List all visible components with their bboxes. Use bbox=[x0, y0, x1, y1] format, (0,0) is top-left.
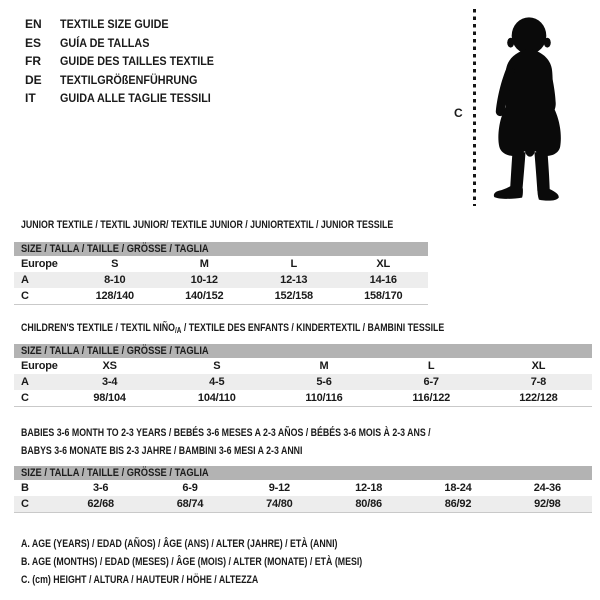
table-cell: 3-4 bbox=[101, 376, 118, 388]
lang-code: ES bbox=[25, 35, 42, 50]
lang-row-de bbox=[25, 71, 231, 90]
toddler-silhouette-icon bbox=[482, 9, 574, 207]
table-cell: B bbox=[21, 482, 29, 494]
table-cell: 5-6 bbox=[316, 376, 332, 388]
lang-text: GUÍA DE TALLAS bbox=[60, 35, 150, 50]
table-cell: A bbox=[21, 376, 29, 388]
table-cell: C bbox=[21, 290, 29, 302]
table-cell: 74/80 bbox=[266, 498, 293, 510]
table-cell: 62/68 bbox=[87, 498, 114, 510]
table-cell: M bbox=[319, 360, 329, 372]
height-dotted-line bbox=[473, 9, 476, 206]
table-cell: L bbox=[427, 360, 435, 372]
table-cell: C bbox=[21, 498, 29, 510]
table-cell: 152/158 bbox=[274, 290, 313, 302]
table-cell: Europe bbox=[21, 258, 58, 270]
lang-row-fr bbox=[25, 52, 231, 71]
table-cell: L bbox=[290, 258, 298, 270]
table-cell: 3-6 bbox=[93, 482, 109, 494]
table-cell: 8-10 bbox=[104, 274, 126, 286]
table-cell: 12-18 bbox=[355, 482, 383, 494]
table-cell: XS bbox=[102, 360, 117, 372]
lang-text: GUIDA ALLE TAGLIE TESSILI bbox=[60, 91, 211, 106]
table-cell: XL bbox=[531, 360, 546, 372]
table-cell: C bbox=[21, 392, 29, 404]
children-table bbox=[14, 344, 592, 407]
lang-text: GUIDE DES TAILLES TEXTILE bbox=[60, 54, 215, 69]
table-cell: 4-5 bbox=[209, 376, 225, 388]
table-cell: 6-7 bbox=[423, 376, 439, 388]
size-band: SIZE / TALLA / TAILLE / GRÖSSE / TAGLIA bbox=[14, 344, 592, 358]
table-cell: 158/170 bbox=[364, 290, 403, 302]
table-cell: 18-24 bbox=[444, 482, 472, 494]
table-cell: 122/128 bbox=[519, 392, 558, 404]
table-cell: 6-9 bbox=[182, 482, 198, 494]
table-cell: M bbox=[199, 258, 209, 270]
size-band: SIZE / TALLA / TAILLE / GRÖSSE / TAGLIA bbox=[14, 242, 428, 256]
lang-row-en bbox=[25, 15, 231, 34]
lang-row-it bbox=[25, 89, 231, 108]
table-cell: 128/140 bbox=[95, 290, 134, 302]
table-row bbox=[14, 358, 592, 374]
table-cell: 9-12 bbox=[268, 482, 290, 494]
footnote-a: A. AGE (YEARS) / EDAD (AÑOS) / ÂGE (ANS) / ALTER (JAHRE) / ETÀ (ANNI) bbox=[21, 538, 338, 550]
table-cell: 86/92 bbox=[444, 498, 472, 510]
table-row bbox=[14, 272, 428, 288]
table-cell: XL bbox=[376, 258, 391, 270]
table-cell: S bbox=[111, 258, 119, 270]
lang-text: TEXTILGRÖßENFÜHRUNG bbox=[60, 72, 198, 87]
footnote-c: C. (cm) HEIGHT / ALTURA / HAUTEUR / HÖHE / ALTEZZA bbox=[21, 574, 259, 586]
children-table-title: CHILDREN'S TEXTILE / TEXTIL NIÑO/A / TEXTILE DES ENFANTS / KINDERTEXTIL / BAMBINI TESSILE bbox=[21, 322, 445, 335]
babies-table bbox=[14, 466, 592, 513]
table-cell: 14-16 bbox=[369, 274, 397, 286]
table-cell: 98/104 bbox=[93, 392, 126, 404]
language-title-block bbox=[25, 15, 231, 108]
footnotes bbox=[21, 535, 448, 589]
table-cell: 68/74 bbox=[176, 498, 204, 510]
table-row bbox=[14, 288, 428, 304]
table-cell: 140/152 bbox=[185, 290, 224, 302]
table-cell: 116/122 bbox=[412, 392, 451, 404]
table-cell: 12-13 bbox=[280, 274, 308, 286]
table-row bbox=[14, 374, 592, 390]
lang-row-es bbox=[25, 34, 231, 53]
lang-text: TEXTILE SIZE GUIDE bbox=[60, 17, 169, 32]
table-cell: Europe bbox=[21, 360, 58, 372]
table-cell: 110/116 bbox=[305, 392, 343, 404]
table-cell: S bbox=[213, 360, 221, 372]
lang-code: IT bbox=[25, 91, 36, 106]
junior-table-title: JUNIOR TEXTILE / TEXTIL JUNIOR/ TEXTILE JUNIOR / JUNIORTEXTIL / JUNIOR TESSILE bbox=[21, 219, 394, 231]
table-cell: A bbox=[21, 274, 29, 286]
lang-code: FR bbox=[25, 54, 41, 69]
table-row bbox=[14, 390, 592, 406]
lang-code: EN bbox=[25, 17, 42, 32]
table-row bbox=[14, 480, 592, 496]
table-row bbox=[14, 256, 428, 272]
junior-table bbox=[14, 242, 428, 305]
height-c-label: C bbox=[454, 106, 463, 120]
babies-table-title: BABIES 3-6 MONTH TO 2-3 YEARS / BEBÉS 3-6 MESES A 2-3 AÑOS / BÉBÉS 3-6 MOIS À 2-3 ANS / BABYS 3-6 MONATE BIS 2-3 JAHRE / BAMBINI 3-6 MESI A 2-3 ANNI bbox=[21, 427, 431, 457]
table-cell: 7-8 bbox=[530, 376, 547, 388]
lang-code: DE bbox=[25, 72, 42, 87]
table-cell: 104/110 bbox=[197, 392, 236, 404]
footnote-b: B. AGE (MONTHS) / EDAD (MESES) / ÂGE (MOIS) / ALTER (MONATE) / ETÀ (MESI) bbox=[21, 556, 363, 568]
table-cell: 24-36 bbox=[533, 482, 561, 494]
size-band: SIZE / TALLA / TAILLE / GRÖSSE / TAGLIA bbox=[14, 466, 592, 480]
table-cell: 10-12 bbox=[190, 274, 218, 286]
table-cell: 92/98 bbox=[534, 498, 561, 510]
table-cell: 80/86 bbox=[355, 498, 382, 510]
table-row bbox=[14, 496, 592, 512]
